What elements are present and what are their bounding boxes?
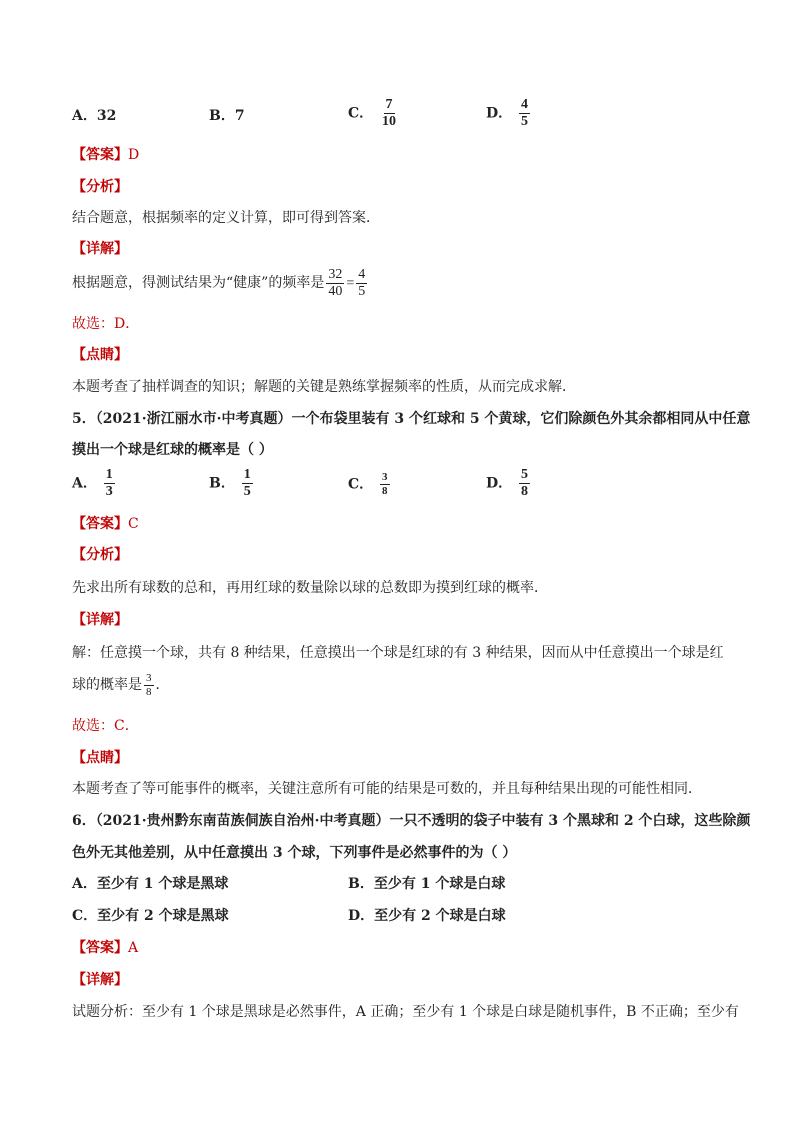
- q5-detail-tag: 【详解】: [72, 612, 128, 628]
- q5-option-c: C． $\frac{3}{8}$: [348, 471, 388, 497]
- q6-option-c: C．至少有 2 个球是黑球: [72, 908, 229, 924]
- q4-analysis-text: 结合题意，根据频率的定义计算，即可得到答案．: [72, 210, 380, 226]
- q5-comment-text: 本题考查了等可能事件的概率，关键注意所有可能的结果是可数的，并且每种结果出现的可能性相同．: [72, 781, 702, 797]
- q5-detail-line2: 球的概率是 $\frac{3}{8}$ ．: [72, 671, 170, 698]
- q4-comment-tag: 【点睛】: [72, 347, 128, 363]
- q4-analysis-tag: 【分析】: [72, 179, 128, 195]
- q4-detail-text: 根据题意，得测试结果为“健康”的频率是 $\frac{32}{40}$ = $\frac{4}{5}$: [72, 266, 366, 299]
- q4-option-d: D． $\frac{4}{5}$: [486, 97, 529, 129]
- fraction: $\frac{3}{8}$: [382, 471, 388, 497]
- q5-comment-tag: 【点睛】: [72, 750, 128, 766]
- q4-answer: 【答案】D: [72, 147, 140, 163]
- q5-analysis-tag: 【分析】: [72, 547, 128, 563]
- q4-option-b: B．7: [209, 108, 245, 124]
- q5-option-d: D． $\frac{5}{8}$: [486, 467, 529, 499]
- q4-option-c: C． $\frac{7}{10}$: [348, 97, 397, 129]
- q6-option-b: B．至少有 1 个球是白球: [348, 876, 506, 892]
- q5-analysis-text: 先求出所有球数的总和，再用红球的数量除以球的总数即为摸到红球的概率．: [72, 580, 548, 596]
- q5-stem-line1: 5．（2021·浙江丽水市·中考真题）一个布袋里装有 3 个红球和 5 个黄球，它们除颜色外其余都相同从中任意: [72, 411, 751, 427]
- fraction: $\frac{3}{8}$: [146, 671, 152, 698]
- q6-option-a: A．至少有 1 个球是黑球: [72, 876, 229, 892]
- fraction: $\frac{4}{5}$: [521, 97, 529, 129]
- q4-comment-text: 本题考查了抽样调查的知识；解题的关键是熟练掌握频率的性质，从而完成求解．: [72, 379, 576, 395]
- fraction: $\frac{4}{5}$: [358, 266, 366, 299]
- fraction: $\frac{7}{10}$: [382, 97, 397, 129]
- fraction: $\frac{32}{40}$: [328, 266, 343, 299]
- q4-detail-tag: 【详解】: [72, 241, 128, 257]
- q6-detail-tag: 【详解】: [72, 972, 128, 988]
- q5-select: 故选：C．: [72, 718, 139, 734]
- q4-select: 故选：D．: [72, 316, 140, 332]
- fraction: $\frac{5}{8}$: [521, 467, 529, 499]
- fraction: $\frac{1}{5}$: [243, 467, 251, 499]
- fraction: $\frac{1}{3}$: [105, 467, 113, 499]
- q5-detail-line1: 解：任意摸一个球，共有 8 种结果，任意摸出一个球是红球的有 3 种结果，因而从中任意摸出一个球是红: [72, 645, 724, 661]
- q5-stem-line2: 摸出一个球是红球的概率是（ ）: [72, 442, 273, 458]
- q5-answer: 【答案】C: [72, 516, 139, 532]
- q6-stem-line2: 色外无其他差别，从中任意摸出 3 个球，下列事件是必然事件的为（ ）: [72, 845, 517, 861]
- q6-detail-text: 试题分析：至少有 1 个球是黑球是必然事件，A 正确；至少有 1 个球是白球是随机事件，B 不正确；至少有: [72, 1004, 739, 1020]
- q6-answer: 【答案】A: [72, 940, 139, 956]
- q4-option-a: A．32: [72, 108, 117, 124]
- q5-option-a: A． $\frac{1}{3}$: [72, 467, 113, 499]
- q6-option-d: D．至少有 2 个球是白球: [348, 908, 506, 924]
- q6-stem-line1: 6．（2021·贵州黔东南苗族侗族自治州·中考真题）一只不透明的袋子中装有 3 个黑球和 2 个白球，这些除颜: [72, 813, 751, 829]
- q5-option-b: B． $\frac{1}{5}$: [209, 467, 251, 499]
